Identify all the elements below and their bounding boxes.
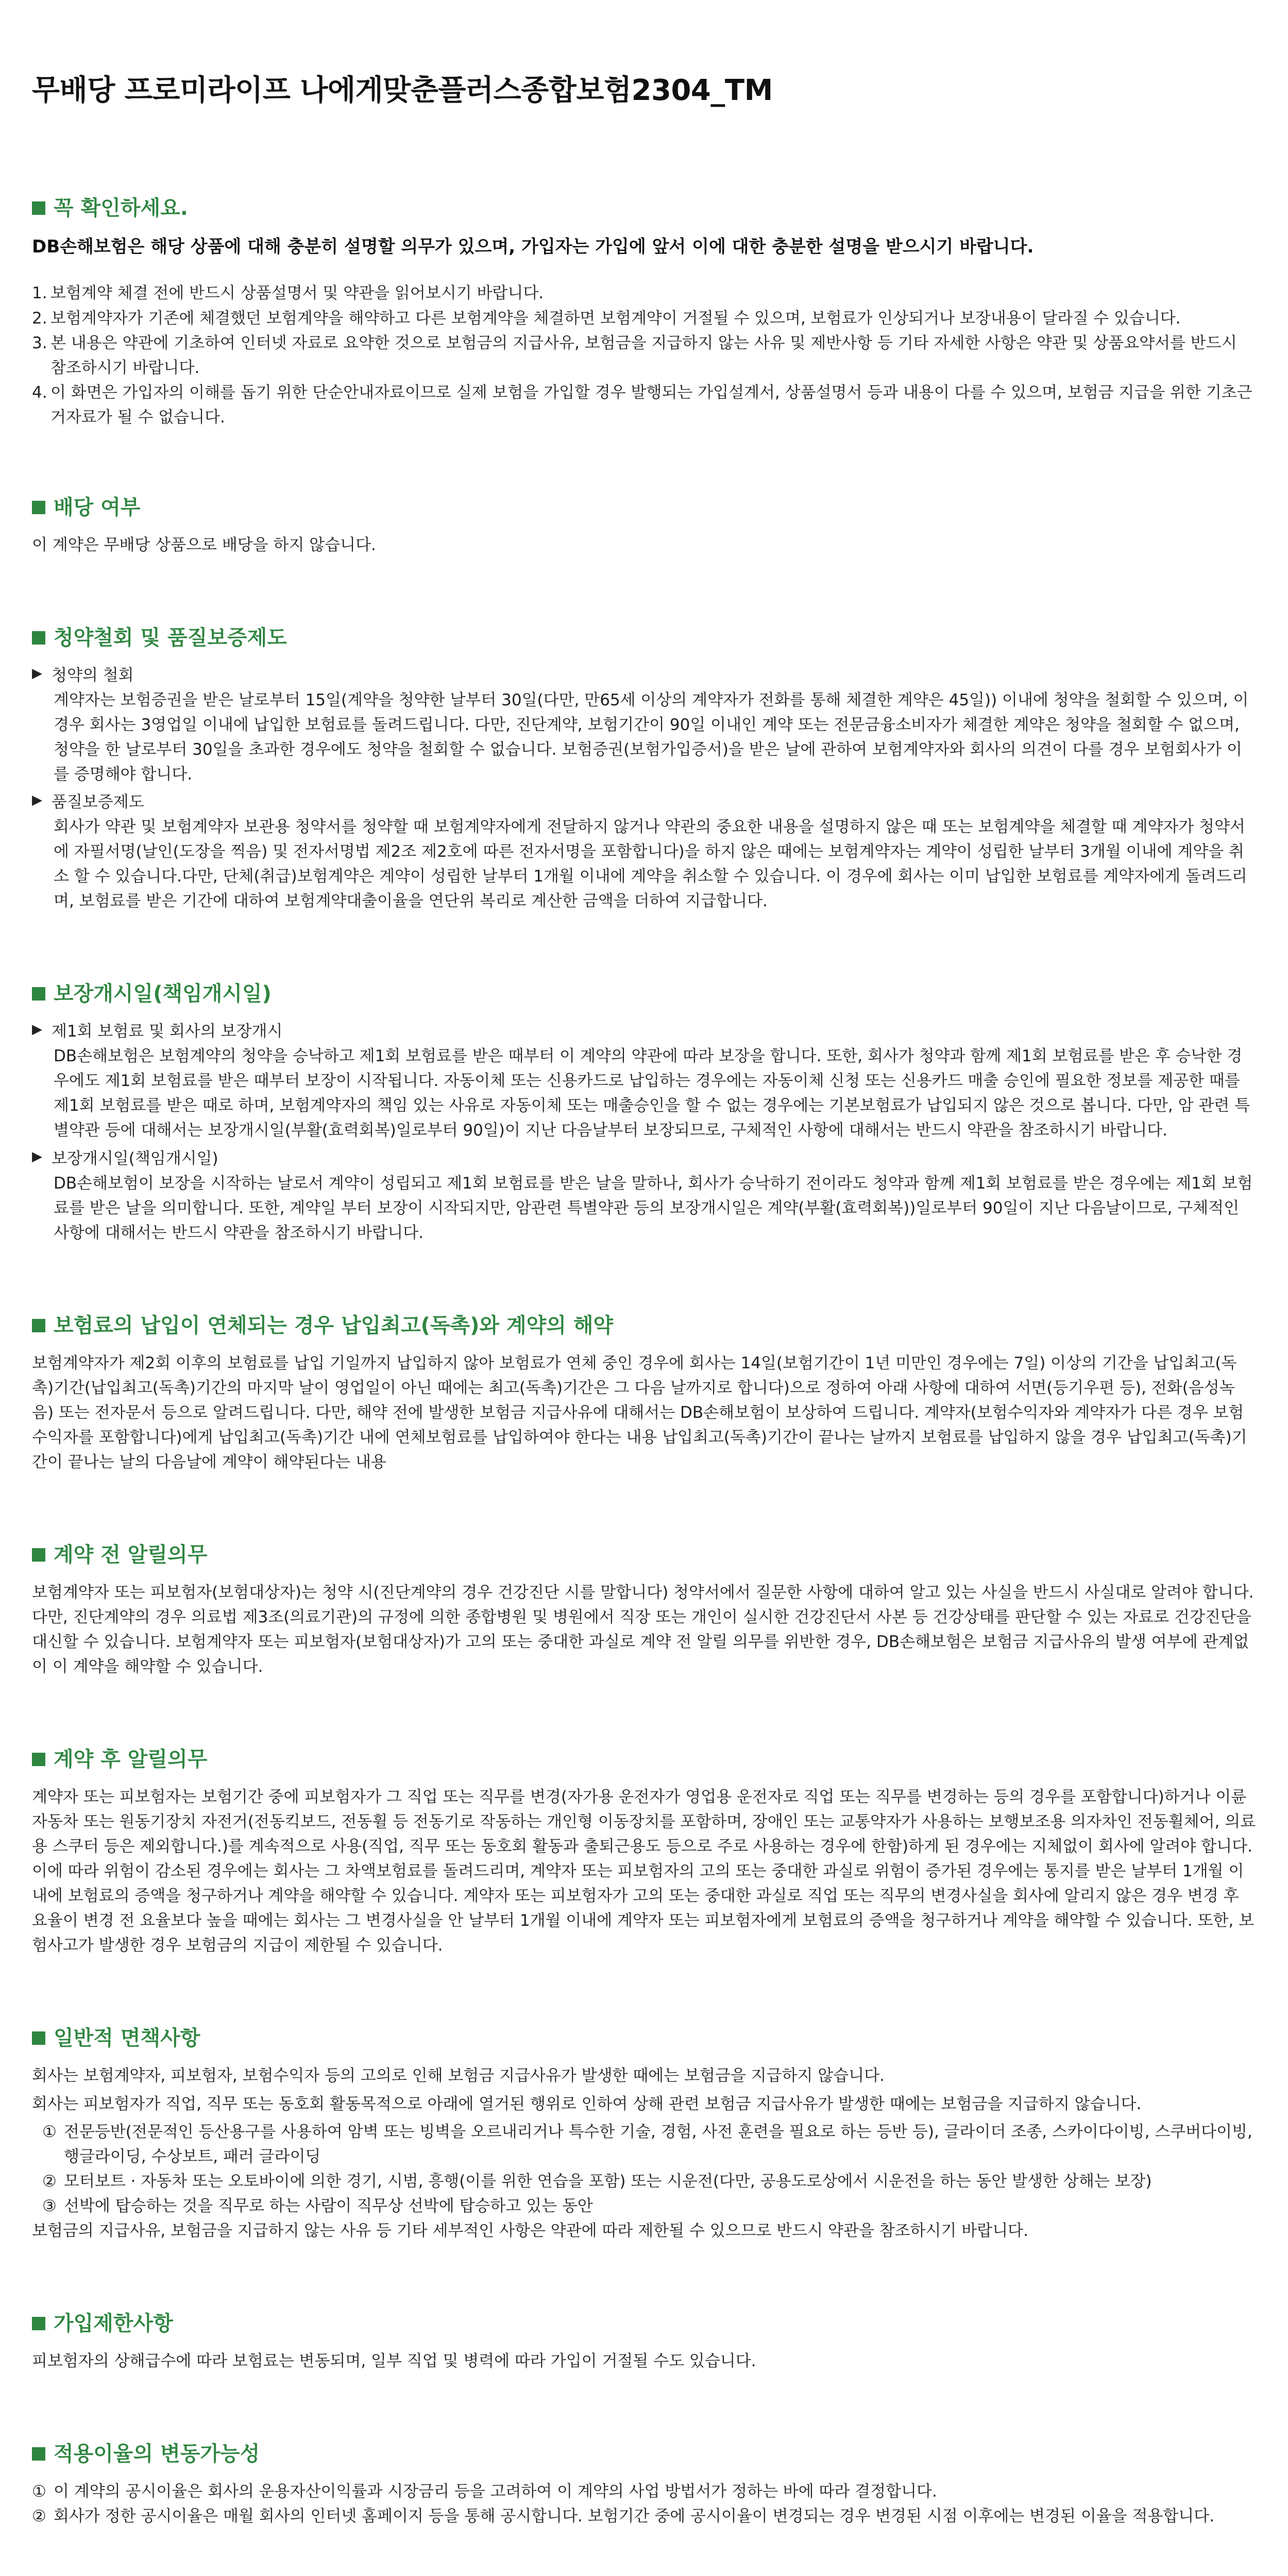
section-title: 청약철회 및 품질보증제도 [54, 625, 287, 650]
check-list [32, 281, 1256, 429]
green-square-icon [32, 631, 45, 645]
bullet-body: DB손해보험이 보장을 시작하는 날로서 계약이 성립되고 제1회 보험료를 받은 날을 말하나, 회사가 승낙하기 전이라도 청약과 함께 제1회 보험료를 받은 경우에는 제1회 보험료를 받은 날을 의미합니다. 또한, 계약일 부터 보장이 시작되지만, 암관련 특별약관 등의 보장개시일은 계약(부활(효력회복))일로부터 90일이 지난 다음날이므로, 구체적인 사항에 대해서는 반드시 약관을 참조하시기 바랍니다. [54, 1174, 1253, 1242]
section-withdrawal [32, 622, 1256, 913]
list-item: 3. 본 내용은 약관에 기초하여 인터넷 자료로 요약한 것으로 보험금의 지급사유, 보험금을 지급하지 않는 사유 및 제반사항 등 기타 자세한 사항은 약관 및 상품요약서를 반드시 참조하시기 바랍니다. [32, 333, 1237, 377]
list-item: ① 이 계약의 공시이율은 회사의 운용자산이익률과 시장금리 등을 고려하여 이 계약의 사업 방법서가 정하는 바에 따라 결정합니다. [32, 2482, 937, 2501]
triangle-bullet-icon: ▶ [32, 665, 42, 681]
section-join-limit [32, 2308, 1256, 2374]
green-square-icon [32, 1753, 45, 1766]
section-title: 계약 전 알릴의무 [54, 1543, 208, 1567]
section-title: 가입제한사항 [54, 2311, 173, 2335]
list-item: ② 모터보트 · 자동차 또는 오토바이에 의한 경기, 시범, 흥행(이를 위한 연습을 포함) 또는 시운전(다만, 공용도로상에서 시운전을 하는 동안 발생한 상해는 보장) [42, 2172, 1152, 2191]
exemption-list [32, 2120, 1256, 2218]
exemption-outro: 보험금의 지급사유, 보험금을 지급하지 않는 사유 등 기타 세부적인 사항은 약관에 따라 제한될 수 있으므로 반드시 약관을 참조하시기 바랍니다. [32, 2221, 1028, 2240]
green-square-icon [32, 1319, 45, 1332]
section-heading [32, 2022, 1256, 2054]
bullet-heading: ▶ 제1회 보험료 및 회사의 보장개시 [32, 1019, 1256, 1044]
bullet-heading: ▶ 보장개시일(책임개시일) [32, 1146, 1256, 1171]
section-heading [32, 192, 1256, 224]
section-post-notice [32, 1743, 1256, 1958]
section-title: 꼭 확인하세요. [54, 196, 188, 220]
section-heading [32, 1539, 1256, 1571]
list-item: 4. 이 화면은 가입자의 이해를 돕기 위한 단순안내자료이므로 실제 보험을 가입할 경우 발행되는 가입설계서, 상품설명서 등과 내용이 다를 수 있으며, 보험금 지급을 위한 기초근거자료가 될 수 없습니다. [32, 383, 1252, 427]
section-heading [32, 622, 1256, 654]
check-subtitle: DB손해보험은 해당 상품에 대해 충분히 설명할 의무가 있으며, 가입자는 가입에 앞서 이에 대한 충분한 설명을 받으시기 바랍니다. [32, 236, 1034, 257]
section-title: 배당 여부 [54, 495, 141, 519]
exemption-intro: 회사는 보험계약자, 피보험자, 보험수익자 등의 고의로 인해 보험금 지급사유가 발생한 때에는 보험금을 지급하지 않습니다. [32, 2066, 885, 2086]
green-square-icon [32, 1548, 45, 1562]
list-item: ③ 선박에 탑승하는 것을 직무로 하는 사람이 직무상 선박에 탑승하고 있는 동안 [42, 2196, 593, 2215]
grace-text: 보험계약자가 제2회 이후의 보험료를 납입 기일까지 납입하지 않아 보험료가 연체 중인 경우에 회사는 14일(보험기간이 1년 미만인 경우에는 7일) 이상의 기간을 납입최고(독촉)기간(납입최고(독촉)기간의 마지막 날이 영업일이 아닌 때에는 최고(독촉)기간은 그 다음 날까지로 합니다)으로 정하여 아래 사항에 대하여 서면(등기우편 등), 전화(음성녹음) 또는 전자문서 등으로 알려드립니다. 다만, 해약 전에 발생한 보험금 지급사유에 대해서는 DB손해보험이 보상하여 드립니다. 계약자(보험수익자와 계약자가 다른 경우 보험수익자를 포함합니다)에게 납입최고(독촉)기간 내에 연체보험료를 납입하여야 한다는 내용 납입최고(독촉)기간이 끝나는 날까지 보험료를 납입하지 않을 경우 납입최고(독촉)기간이 끝나는 날의 다음날에 계약이 해약된다는 내용 [32, 1353, 1247, 1471]
bullet-body: DB손해보험은 보험계약의 청약을 승낙하고 제1회 보험료를 받은 때부터 이 계약의 약관에 따라 보장을 합니다. 또한, 회사가 청약과 함께 제1회 보험료를 받은 후 승낙한 경우에도 제1회 보험료를 받은 때부터 보장이 시작됩니다. 자동이체 또는 신용카드로 납입하는 경우에는 자동이체 신청 또는 신용카드 매출 승인에 필요한 정보를 제공한 때를 제1회 보험료를 받은 때로 하며, 보험계약자의 책임 있는 사유로 자동이체 또는 매출승인을 할 수 없는 경우에는 기본보험료가 납입되지 않은 것으로 봅니다. 다만, 암 관련 특별약관 등에 대해서는 보장개시일(부활(효력회복)일로부터 90일)이 지난 다음날부터 보장되므로, 구체적인 사항에 대해서는 반드시 약관을 참조하시기 바랍니다. [54, 1047, 1250, 1140]
section-heading [32, 1310, 1256, 1342]
page-title: 무배당 프로미라이프 나에게맞춘플러스종합보험2304_TM [32, 74, 773, 107]
bullet-heading: ▶ 품질보증제도 [32, 790, 1256, 815]
bullet-body: 회사가 약관 및 보험계약자 보관용 청약서를 청약할 때 보험계약자에게 전달하지 않거나 약관의 중요한 내용을 설명하지 않은 때 또는 보험계약을 체결할 때 계약자가 청약서에 자필서명(날인(도장을 찍음) 및 전자서명법 제2조 제2호에 따른 전자서명을 포함합니다)을 하지 않은 때에는 보험계약자는 계약이 성립한 날부터 3개월 이내에 계약을 취소 할 수 있습니다.다만, 단체(취급)보험계약은 계약이 성립한 날부터 1개월 이내에 계약을 취소할 수 있습니다. 이 경우에 회사는 이미 납입한 보험료를 계약자에게 돌려드리며, 보험료를 받은 기간에 대하여 보험계약대출이율을 연단위 복리로 계산한 금액을 더하여 지급합니다. [54, 818, 1247, 911]
section-heading [32, 2438, 1256, 2470]
section-check [32, 192, 1256, 430]
bullet-body: 계약자는 보험증권을 받은 날로부터 15일(계약을 청약한 날부터 30일(다만, 만65세 이상의 계약자가 전화를 통해 체결한 계약은 45일)) 이내에 청약을 철회할 수 있으며, 이 경우 회사는 3영업일 이내에 납입한 보험료를 돌려드립니다. 다만, 진단계약, 보험기간이 90일 이내인 계약 또는 전문금융소비자가 체결한 계약은 청약을 철회할 수 없으며, 청약을 한 날로부터 30일을 초과한 경우에도 청약을 철회할 수 없습니다. 보험증권(보험가입증서)을 받은 날에 관하여 보험계약자와 회사의 의견이 다를 경우 보험회사가 이를 증명해야 합니다. [54, 690, 1249, 784]
section-coverage-start [32, 978, 1256, 1245]
pre-notice-text: 보험계약자 또는 피보험자(보험대상자)는 청약 시(진단계약의 경우 건강진단 시를 말합니다) 청약서에서 질문한 사항에 대하여 알고 있는 사실을 반드시 사실대로 알려야 합니다. 다만, 진단계약의 경우 의료법 제3조(의료기관)의 규정에 의한 종합병원 및 병원에서 직장 또는 개인이 실시한 건강진단서 사본 등 건강상태를 판단할 수 있는 자료로 건강진단을 대신할 수 있습니다. 보험계약자 또는 피보험자(보험대상자)가 고의 또는 중대한 과실로 계약 전 알릴 의무를 위반한 경우, DB손해보험은 보험금 지급사유의 발생 여부에 관계없이 이 계약을 해약할 수 있습니다. [32, 1583, 1254, 1676]
section-heading [32, 978, 1256, 1010]
list-item: ① 전문등반(전문적인 등산용구를 사용하여 암벽 또는 빙벽을 오르내리거나 특수한 기술, 경험, 사전 훈련을 필요로 하는 등반 등), 글라이더 조종, 스카이다이빙, 스쿠버다이빙, 행글라이딩, 수상보트, 패러 글라이딩 [42, 2122, 1252, 2166]
section-heading [32, 1743, 1256, 1775]
list-item: 2. 보험계약자가 기존에 체결했던 보험계약을 해약하고 다른 보험계약을 체결하면 보험계약이 거절될 수 있으며, 보험료가 인상되거나 보장내용이 달라질 수 있습니다. [32, 309, 1181, 328]
triangle-bullet-icon: ▶ [32, 1022, 42, 1038]
section-dividend [32, 492, 1256, 557]
bullet-heading: ▶ 청약의 철회 [32, 663, 1256, 688]
post-notice-text: 계약자 또는 피보험자는 보험기간 중에 피보험자가 그 직업 또는 직무를 변경(자가용 운전자가 영업용 운전자로 직업 또는 직무를 변경하는 등의 경우를 포함합니다)하거나 이륜자동차 또는 원동기장치 자전거(전동킥보드, 전동휠 등 전동기로 작동하는 개인형 이동장치를 포함하며, 장애인 또는 교통약자가 사용하는 보행보조용 의자차인 전동휠체어, 의료용 스쿠터 등은 제외합니다.)를 계속적으로 사용(직업, 직무 또는 동호회 활동과 출퇴근용도 등으로 주로 사용하는 경우에 한함)하게 된 경우에는 지체없이 회사에 알려야 합니다. 이에 따라 위험이 감소된 경우에는 회사는 그 차액보험료를 돌려드리며, 계약자 또는 피보험자의 고의 또는 중대한 과실로 위험이 증가된 경우에는 통지를 받은 날부터 1개월 이내에 보험료의 증액을 청구하거나 계약을 해약할 수 있습니다. 계약자 또는 피보험자가 고의 또는 중대한 과실로 직업 또는 직무의 변경사실을 회사에 알리지 않은 경우 변경 후 요율이 변경 전 요율보다 높을 때에는 회사는 그 변경사실을 안 날부터 1개월 이내에 계약자 또는 피보험자에게 보험료의 증액을 청구하거나 계약을 해약할 수 있습니다. 또한, 보험사고가 발생한 경우 보험금의 지급이 제한될 수 있습니다. [32, 1788, 1256, 1955]
section-grace [32, 1310, 1256, 1475]
section-heading [32, 2308, 1256, 2340]
triangle-bullet-icon: ▶ [32, 792, 42, 808]
join-limit-text: 피보험자의 상해급수에 따라 보험료는 변동되며, 일부 직업 및 병력에 따라 가입이 거절될 수도 있습니다. [32, 2351, 756, 2370]
dividend-text: 이 계약은 무배당 상품으로 배당을 하지 않습니다. [32, 535, 376, 554]
green-square-icon [32, 501, 45, 514]
section-heading [32, 492, 1256, 523]
section-pre-notice [32, 1539, 1256, 1679]
section-title: 계약 후 알릴의무 [54, 1748, 208, 1772]
section-title: 보장개시일(책임개시일) [54, 982, 272, 1006]
green-square-icon [32, 2317, 45, 2330]
triangle-bullet-icon: ▶ [32, 1148, 42, 1164]
rate-list [32, 2479, 1256, 2529]
list-item: 1. 보험계약 체결 전에 반드시 상품설명서 및 약관을 읽어보시기 바랍니다. [32, 284, 544, 303]
section-exemption [32, 2022, 1256, 2243]
section-title: 적용이율의 변동가능성 [54, 2442, 260, 2466]
green-square-icon [32, 2031, 45, 2045]
green-square-icon [32, 2447, 45, 2461]
section-title: 보험료의 납입이 연체되는 경우 납입최고(독촉)와 계약의 해약 [54, 1313, 614, 1337]
exemption-intro: 회사는 피보험자가 직업, 직무 또는 동호회 활동목적으로 아래에 열거된 행위로 인하여 상해 관련 보험금 지급사유가 발생한 때에는 보험금을 지급하지 않습니다. [32, 2094, 1142, 2113]
green-square-icon [32, 987, 45, 1001]
list-item: ② 회사가 정한 공시이율은 매월 회사의 인터넷 홈페이지 등을 통해 공시합니다. 보험기간 중에 공시이율이 변경되는 경우 변경된 시점 이후에는 변경된 이율을 적용합니다. [32, 2506, 1215, 2526]
section-title: 일반적 면책사항 [54, 2026, 200, 2050]
green-square-icon [32, 201, 45, 215]
section-rate [32, 2438, 1256, 2529]
